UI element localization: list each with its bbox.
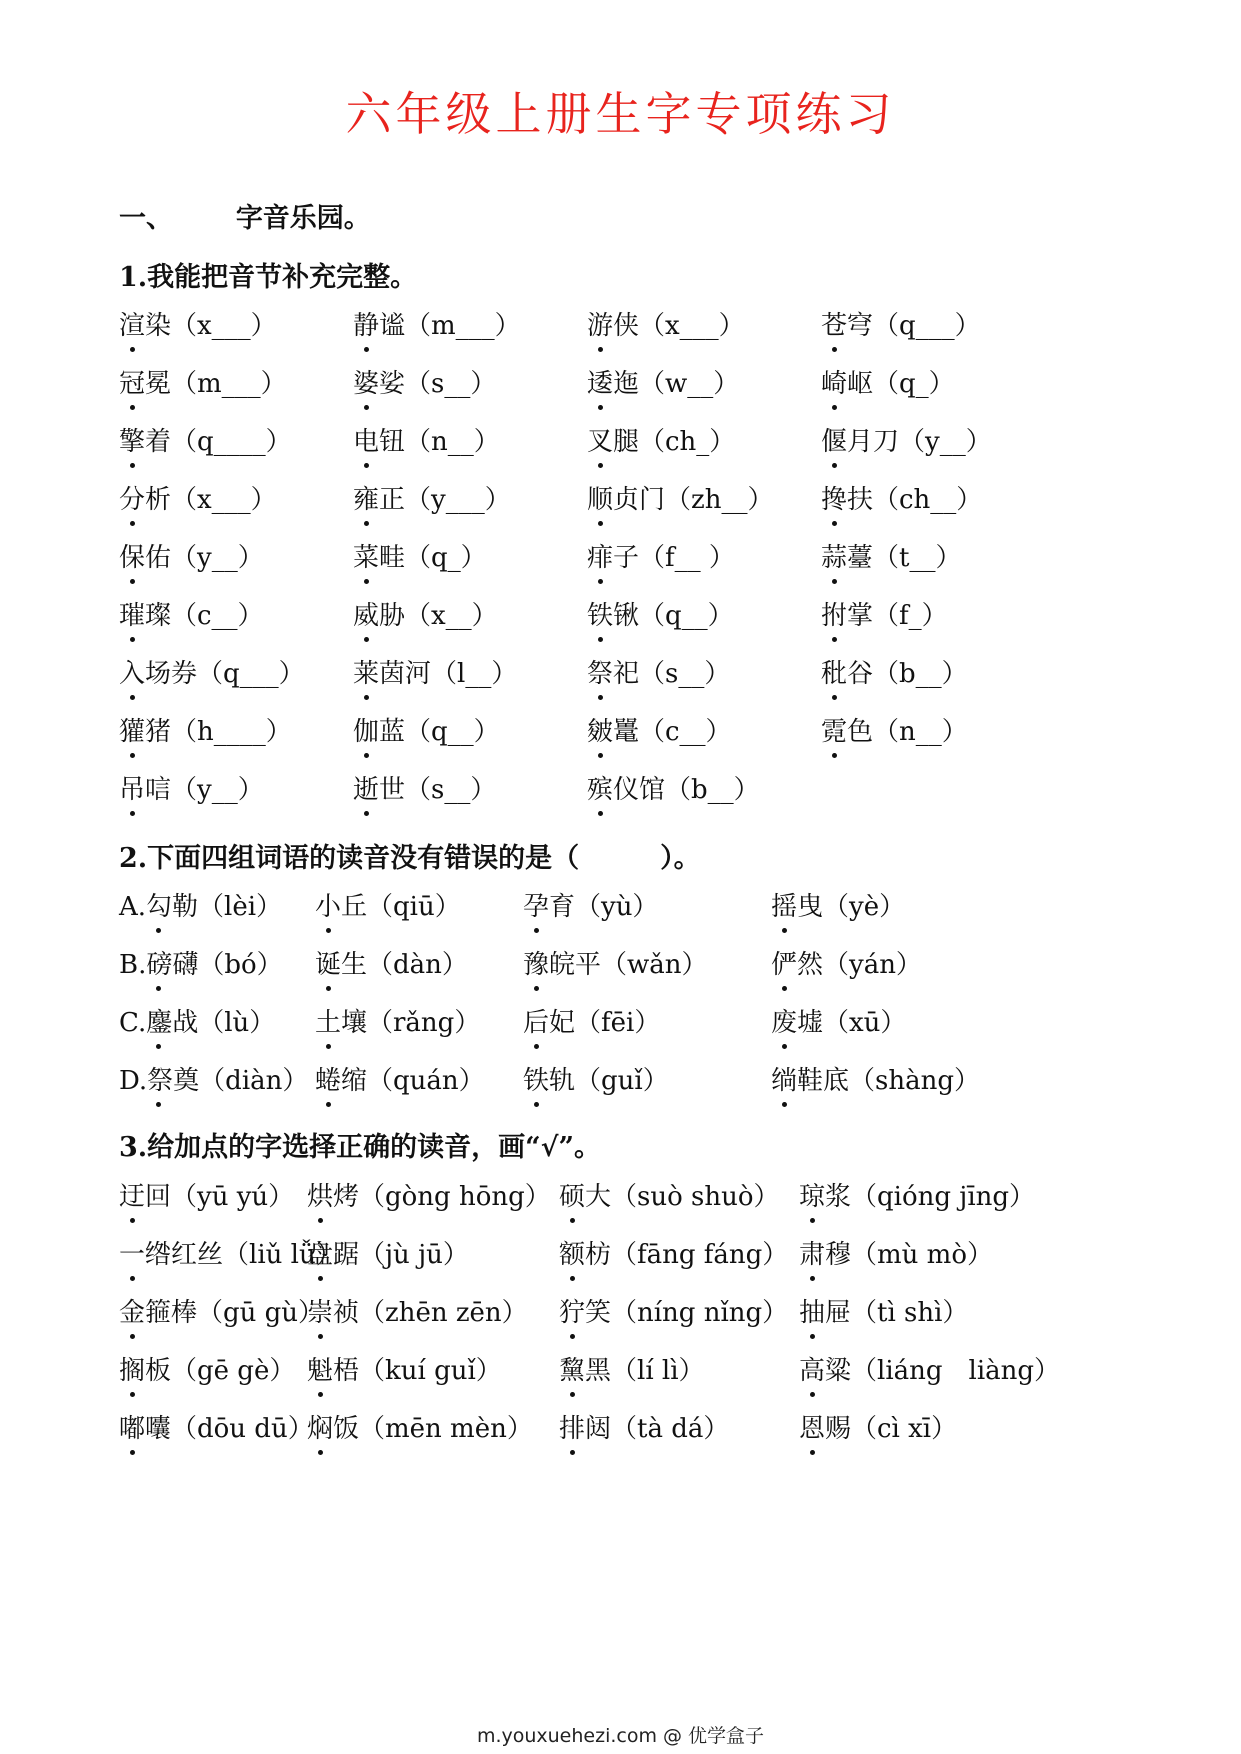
word-item: 叉腿（ch_） [587,421,735,458]
word-item: B.磅礴（bó） [119,944,283,981]
word-item: 菜畦（q_̲） [353,537,487,574]
word-item: 雍正（y___） [353,479,511,516]
emphasis-dot-icon [156,986,161,991]
word-item: 伽蓝（q__） [353,711,500,748]
emphasis-dot-icon [364,579,369,584]
emphasis-dot-icon [534,928,539,933]
emphasis-dot-icon [534,1102,539,1107]
word-item: 电钮（n__） [353,421,500,458]
emphasis-dot-icon [810,1276,815,1281]
emphasis-dot-icon [832,347,837,352]
word-item: 硕大（suò shuò） [559,1176,780,1213]
emphasis-dot-icon [534,986,539,991]
word-item: D.祭奠（diàn） [119,1060,308,1097]
emphasis-dot-icon [598,753,603,758]
word-item: 肃穆（mù mò） [799,1234,993,1271]
word-item: 痱子（f__ ） [587,537,735,574]
emphasis-dot-icon [318,1218,323,1223]
emphasis-dot-icon [364,637,369,642]
word-item: 摇曳（yè） [771,886,905,923]
emphasis-dot-icon [130,695,135,700]
emphasis-dot-icon [570,1392,575,1397]
emphasis-dot-icon [534,1044,539,1049]
emphasis-dot-icon [832,579,837,584]
word-item: 冠冕（m___） [119,363,287,400]
emphasis-dot-icon [832,753,837,758]
word-item: 土壤（rǎng） [315,1002,480,1039]
item-row [119,944,1159,988]
emphasis-dot-icon [326,928,331,933]
word-item: 皴鼍（c__） [587,711,732,748]
emphasis-dot-icon [326,1044,331,1049]
word-item: 琼浆（qióng jīng） [799,1176,1035,1213]
word-item: 嘟囔（dōu dū） [119,1408,314,1445]
emphasis-dot-icon [832,695,837,700]
emphasis-dot-icon [598,811,603,816]
word-item: A.勾勒（lèi） [119,886,282,923]
emphasis-dot-icon [364,695,369,700]
word-item: 铁轨（guǐ） [523,1060,669,1097]
emphasis-dot-icon [156,1102,161,1107]
footer-watermark: m.youxuehezi.com @ 优学盒子 [476,1725,765,1747]
word-item: 狞笑（níng nǐng） [559,1292,788,1329]
emphasis-dot-icon [832,405,837,410]
item-row [119,1234,1159,1278]
emphasis-dot-icon [318,1276,323,1281]
emphasis-dot-icon [326,1102,331,1107]
word-item: 诞生（dàn） [315,944,468,981]
emphasis-dot-icon [364,405,369,410]
emphasis-dot-icon [598,695,603,700]
word-item: 入场券（q___） [119,653,305,690]
word-item: 小丘（qiū） [315,886,461,923]
emphasis-dot-icon [598,347,603,352]
item-row [119,363,1159,407]
word-item: 排闼（tà dá） [559,1408,729,1445]
emphasis-dot-icon [130,1276,135,1281]
emphasis-dot-icon [810,1218,815,1223]
word-item: 绱鞋底（shàng） [771,1060,980,1097]
word-item: 婆娑（s__） [353,363,496,400]
word-item: 祭祀（s__） [587,653,730,690]
emphasis-dot-icon [130,1334,135,1339]
word-item: 静谧（m___） [353,305,521,342]
emphasis-dot-icon [832,521,837,526]
emphasis-dot-icon [598,637,603,642]
emphasis-dot-icon [364,811,369,816]
word-item: 擎着（q____） [119,421,292,458]
question-1-heading: 1.我能把音节补充完整。 [119,262,418,293]
question-3-heading: 3.给加点的字选择正确的读音，画“√”。 [119,1132,601,1163]
word-item: 烘烤（gòng hōng） [307,1176,551,1213]
emphasis-dot-icon [364,347,369,352]
emphasis-dot-icon [570,1334,575,1339]
word-item: 豫皖平（wǎn） [523,944,708,981]
item-row [119,595,1159,639]
word-item: 吊唁（y__） [119,769,264,806]
item-row [119,1002,1159,1046]
item-row [119,886,1159,930]
item-row [119,1408,1159,1452]
emphasis-dot-icon [130,753,135,758]
word-item: 分析（x___） [119,479,277,516]
word-item: 金箍棒（gū gù） [119,1292,324,1329]
word-item: 魁梧（kuí guǐ） [307,1350,502,1387]
word-item: 獾猪（h____） [119,711,292,748]
emphasis-dot-icon [130,1218,135,1223]
word-item: 盘踞（jù jū） [307,1234,469,1271]
emphasis-dot-icon [598,579,603,584]
item-row [119,1060,1159,1104]
emphasis-dot-icon [318,1450,323,1455]
emphasis-dot-icon [156,928,161,933]
word-item: 崇祯（zhēn zēn） [307,1292,528,1329]
item-row [119,537,1159,581]
word-item: 秕谷（b__） [821,653,968,690]
emphasis-dot-icon [810,1392,815,1397]
emphasis-dot-icon [598,521,603,526]
page-title: 六年级上册生字专项练习 [345,87,896,141]
word-item: 崎岖（q_） [821,363,955,400]
emphasis-dot-icon [130,1392,135,1397]
emphasis-dot-icon [570,1218,575,1223]
word-item: 保佑（y__） [119,537,264,574]
emphasis-dot-icon [130,463,135,468]
emphasis-dot-icon [130,405,135,410]
item-row [119,653,1159,697]
emphasis-dot-icon [130,579,135,584]
emphasis-dot-icon [130,637,135,642]
word-item: 渲染（x___） [119,305,277,342]
section-heading [119,196,371,235]
emphasis-dot-icon [832,463,837,468]
word-item: 焖饭（mēn mèn） [307,1408,533,1445]
question-2-heading: 2.下面四组词语的读音没有错误的是（ ）。 [119,843,701,874]
word-item: 逶迤（w__） [587,363,739,400]
emphasis-dot-icon [130,811,135,816]
word-item: 黧黑（lí lì） [559,1350,705,1387]
emphasis-dot-icon [318,1334,323,1339]
item-row [119,1292,1159,1336]
emphasis-dot-icon [326,986,331,991]
item-row [119,711,1159,755]
section-title: 字音乐园。 [235,203,371,234]
word-item: 逝世（s__） [353,769,496,806]
item-row [119,1176,1159,1220]
word-item: 莱茵河（l__） [353,653,517,690]
section-number: 一、 [119,203,173,234]
emphasis-dot-icon [130,1450,135,1455]
emphasis-dot-icon [130,347,135,352]
emphasis-dot-icon [782,986,787,991]
emphasis-dot-icon [570,1450,575,1455]
item-row [119,479,1159,523]
word-item: 搀扶（ch__） [821,479,982,516]
word-item: 迂回（yū yú） [119,1176,294,1213]
word-item: 废墟（xū） [771,1002,906,1039]
word-item: 孕育（yù） [523,886,658,923]
word-item: 恩赐（cì xī） [799,1408,957,1445]
word-item: 殡仪馆（b__） [587,769,760,806]
word-item: 一绺红丝（liǔ lǚ） [119,1234,342,1271]
emphasis-dot-icon [810,1450,815,1455]
word-item: 后妃（fēi） [523,1002,660,1039]
word-item: 蜷缩（quán） [315,1060,485,1097]
emphasis-dot-icon [598,405,603,410]
word-item: 顺贞门（zh__） [587,479,773,516]
word-item: 高粱（liáng liàng） [799,1350,1060,1387]
word-item: 璀璨（c__） [119,595,264,632]
word-item: 铁锹（q__） [587,595,734,632]
word-item: 偃月刀（y__） [821,421,992,458]
emphasis-dot-icon [364,463,369,468]
emphasis-dot-icon [598,463,603,468]
item-row [119,421,1159,465]
word-item: 威胁（x__） [353,595,498,632]
word-item: 俨然（yán） [771,944,922,981]
word-item: 游侠（x___） [587,305,745,342]
item-row [119,1350,1159,1394]
emphasis-dot-icon [810,1334,815,1339]
emphasis-dot-icon [782,1102,787,1107]
word-item: 蒜薹（t__） [821,537,961,574]
word-item: 抽屉（tì shì） [799,1292,968,1329]
emphasis-dot-icon [832,637,837,642]
word-item: 苍穹（q___） [821,305,981,342]
emphasis-dot-icon [782,1044,787,1049]
word-item: C.鏖战（lù） [119,1002,275,1039]
word-item: 拊掌（f_） [821,595,948,632]
emphasis-dot-icon [570,1276,575,1281]
word-item: 搁板（gē gè） [119,1350,295,1387]
emphasis-dot-icon [156,1044,161,1049]
emphasis-dot-icon [318,1392,323,1397]
item-row [119,769,1159,813]
emphasis-dot-icon [782,928,787,933]
item-row [119,305,1159,349]
emphasis-dot-icon [364,521,369,526]
word-item: 额枋（fāng fáng） [559,1234,788,1271]
word-item: 霓色（n__） [821,711,968,748]
emphasis-dot-icon [130,521,135,526]
emphasis-dot-icon [364,753,369,758]
